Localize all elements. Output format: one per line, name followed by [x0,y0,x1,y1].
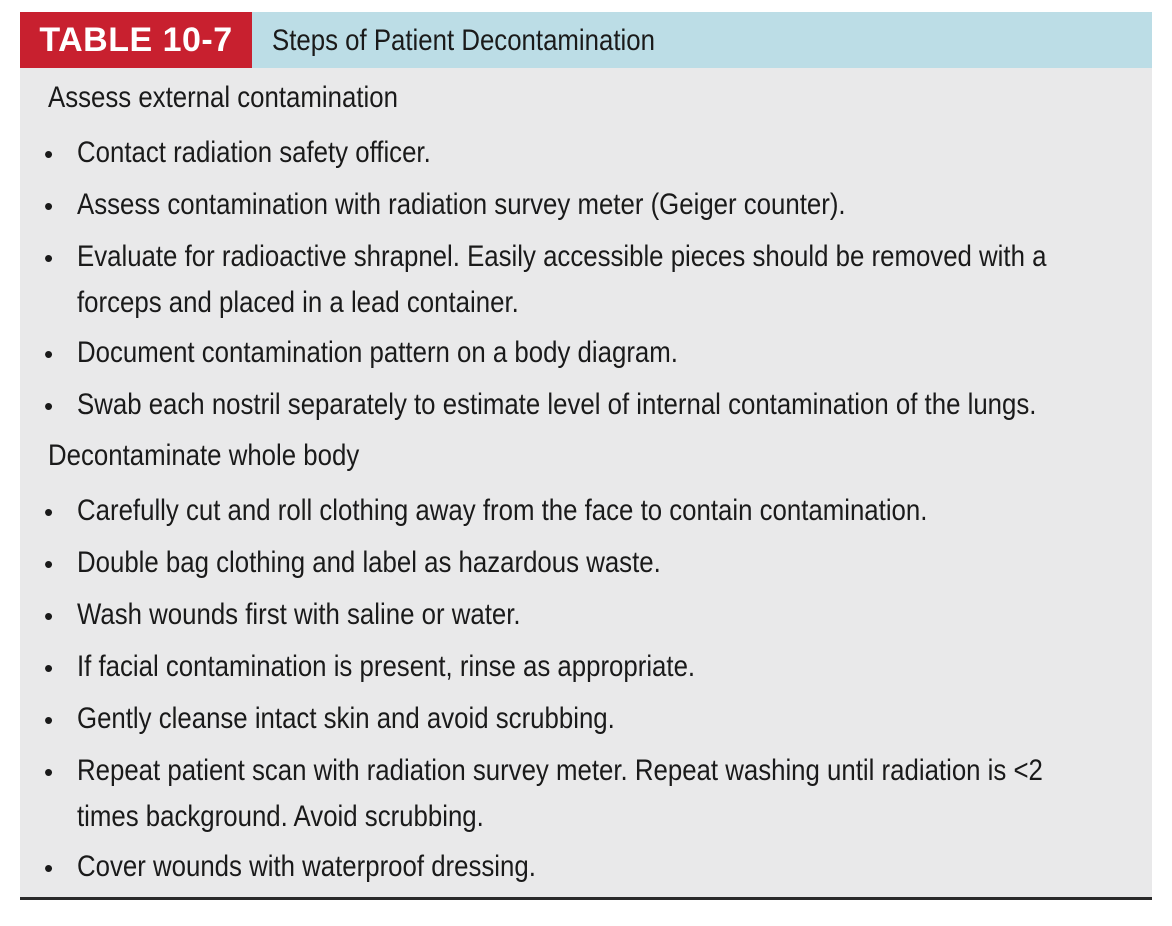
table-title: Steps of Patient Decontamination [272,24,655,57]
section-heading-decontaminate: Decontaminate whole body [48,439,360,472]
bullet-icon: • [44,653,54,683]
bullet-icon: • [44,391,54,421]
bullet-icon: • [44,705,54,735]
list-item: Gently cleanse intact skin and avoid scrubbing. [77,702,615,735]
bullet-icon: • [44,757,54,787]
bullet-icon: • [44,139,54,169]
list-item: Document contamination pattern on a body diagram. [77,336,678,369]
bullet-icon: • [44,339,54,369]
table-number-label: TABLE 10-7 [20,12,252,68]
section-heading-assess: Assess external contamination [48,81,398,114]
bullet-icon: • [44,497,54,527]
list-item: Cover wounds with waterproof dressing. [77,850,536,883]
list-item: Double bag clothing and label as hazardous waste. [77,546,661,579]
bullet-icon: • [44,853,54,883]
list-item: Contact radiation safety officer. [77,136,431,169]
list-item: Evaluate for radioactive shrapnel. Easily accessible pieces should be removed with a forceps and placed in a lead container. [77,240,1047,319]
list-item: Carefully cut and roll clothing away from the face to contain contamination. [77,494,928,527]
list-item: If facial contamination is present, rinse as appropriate. [77,650,696,683]
table-header [20,12,1152,68]
bullet-icon: • [44,601,54,631]
bullet-icon: • [44,549,54,579]
bullet-icon: • [44,191,54,221]
list-item: Repeat patient scan with radiation survey meter. Repeat washing until radiation is <2 times background. Avoid scrubbing. [77,754,1043,833]
decontamination-table [20,12,1152,900]
list-item: Swab each nostril separately to estimate level of internal contamination of the lungs. [77,388,1037,421]
bullet-icon: • [44,243,54,273]
list-item: Assess contamination with radiation survey meter (Geiger counter). [77,188,846,221]
list-item: Wash wounds first with saline or water. [77,598,521,631]
